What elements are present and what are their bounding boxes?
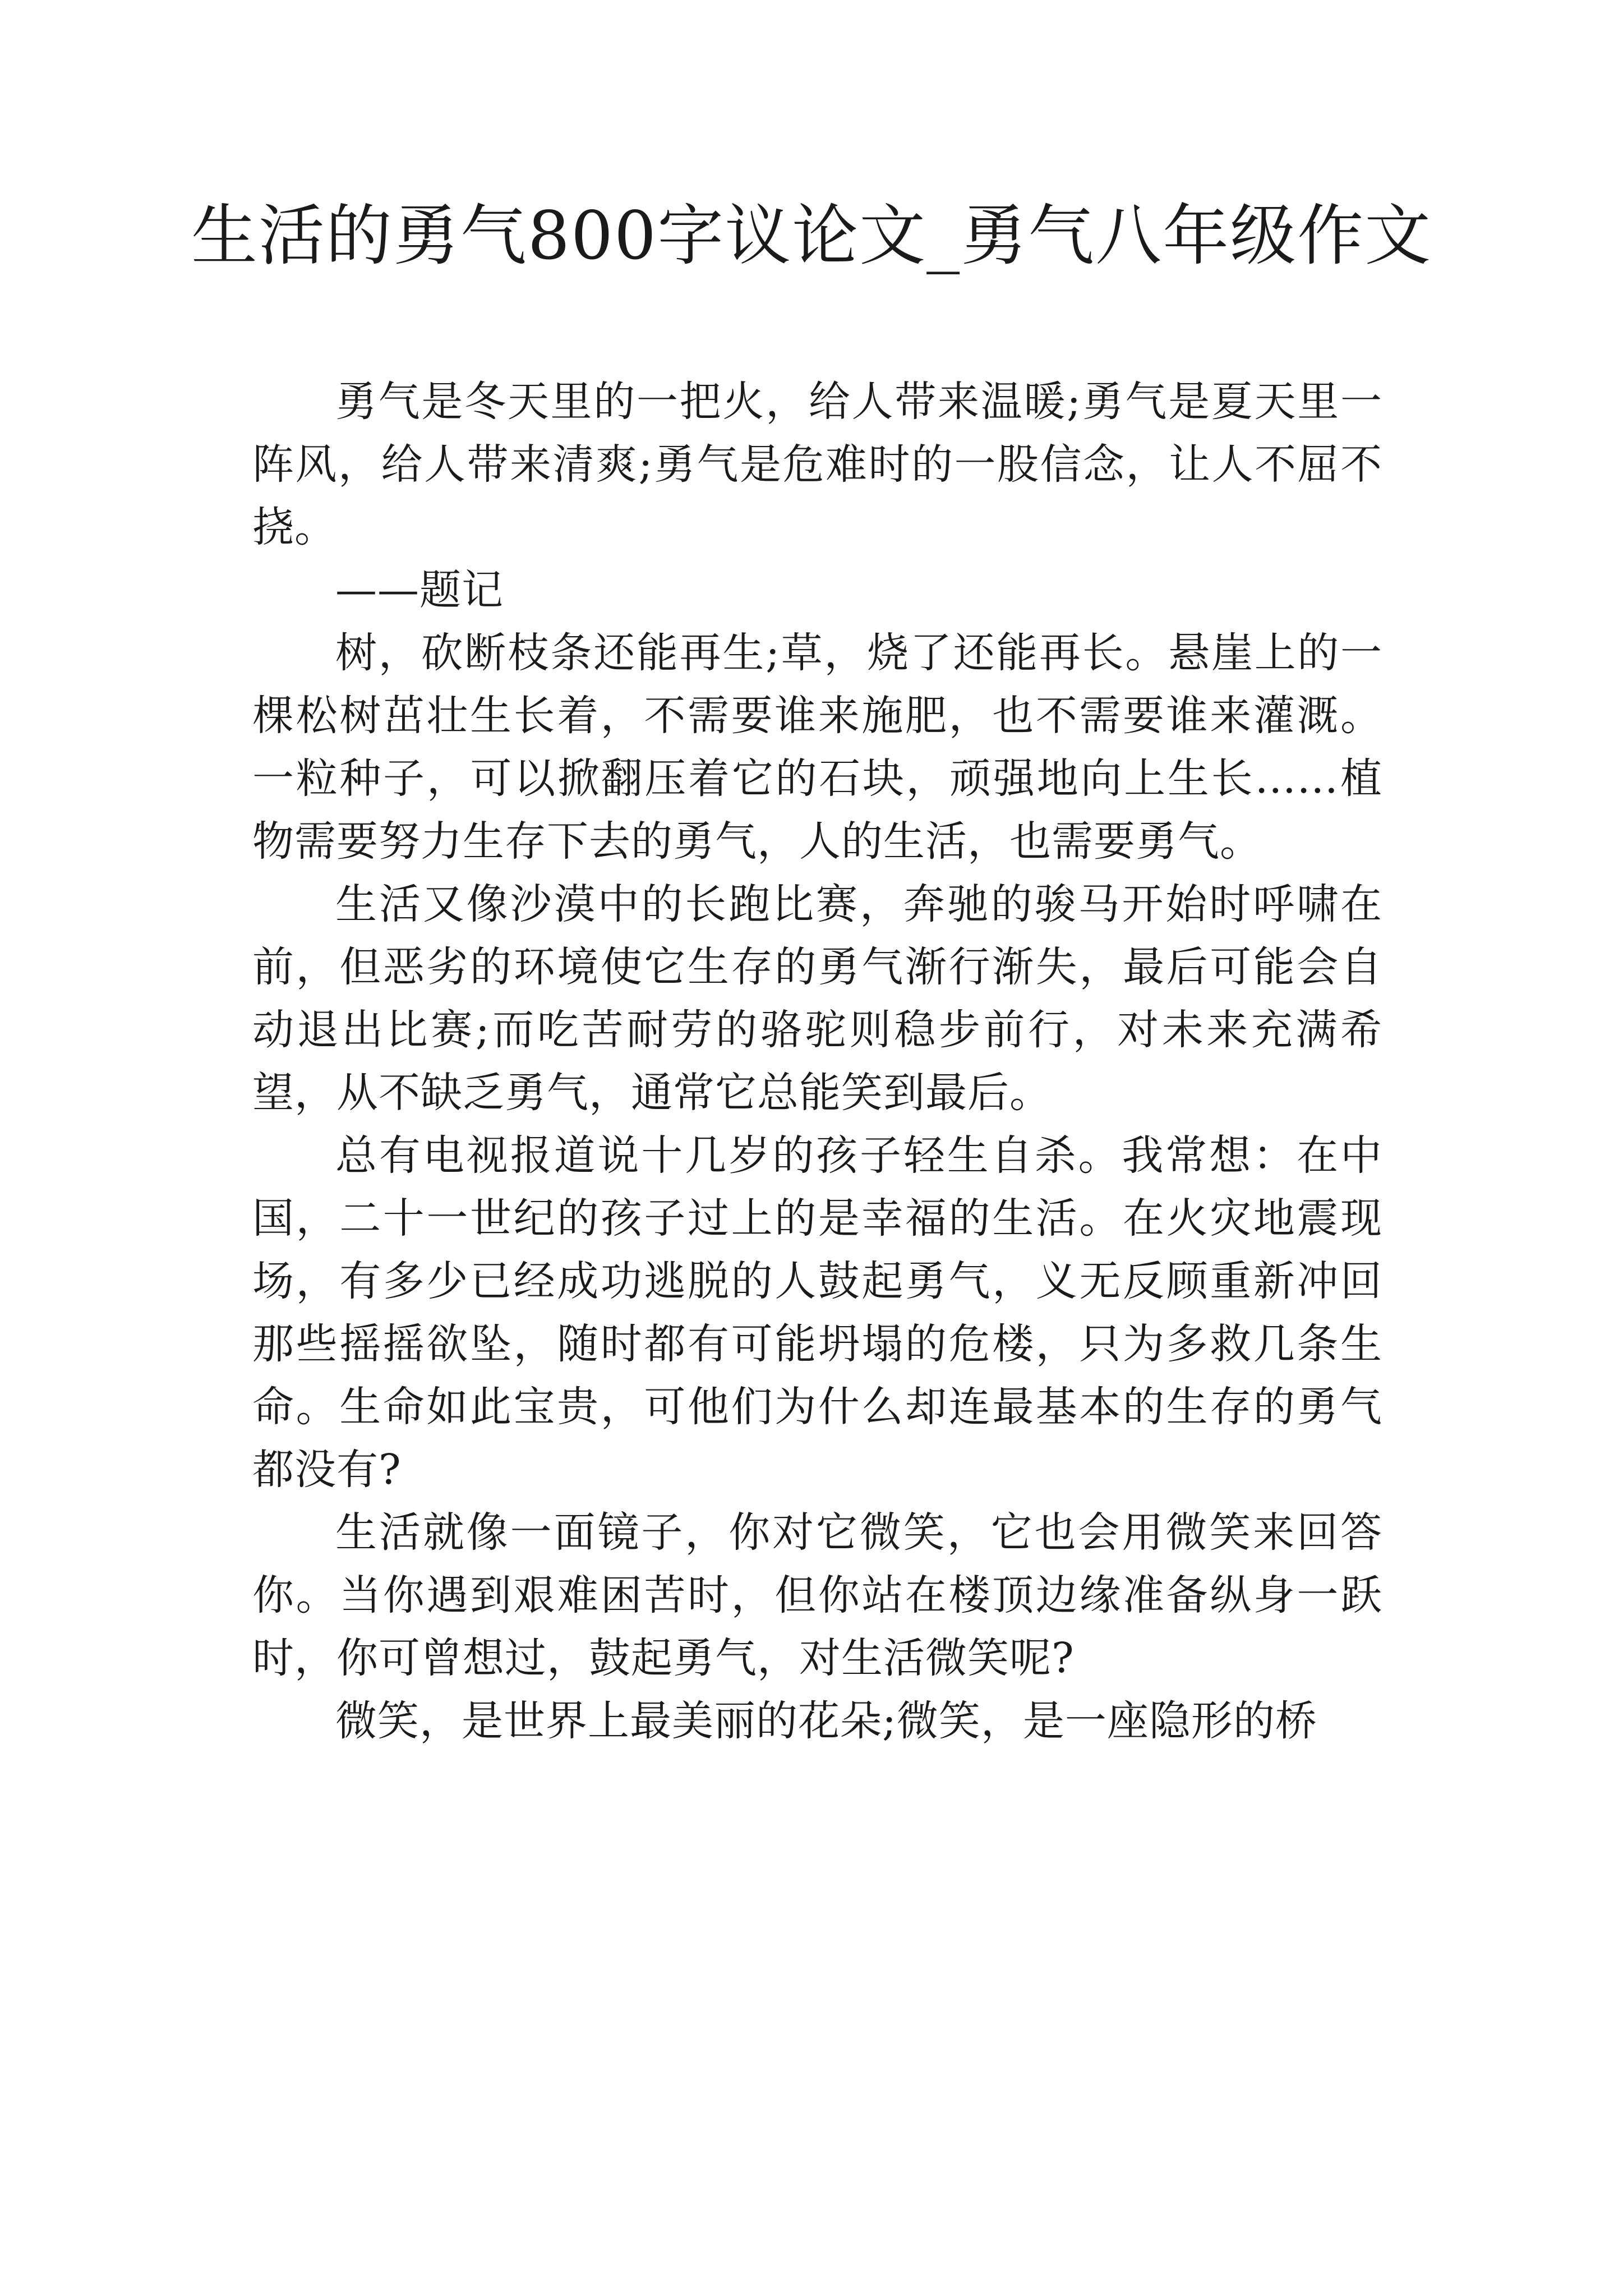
paragraph-news: 总有电视报道说十几岁的孩子轻生自杀。我常想：在中国，二十一世纪的孩子过上的是幸福的生活。在火灾地震现场，有多少已经成功逃脱的人鼓起勇气，义无反顾重新冲回那些摇摇欲坠，随时都有可能坍塌的危楼，只为多救几条生命。生命如此宝贵，可他们为什么却连最基本的生存的勇气都没有? [252, 1131, 1382, 1494]
paragraph-desert-race: 生活又像沙漠中的长跑比赛，奔驰的骏马开始时呼啸在前，但恶劣的环境使它生存的勇气渐行渐失，最后可能会自动退出比赛;而吃苦耐劳的骆驼则稳步前行，对未来充满希望，从不缺乏勇气，通常它总能笑到最后。 [252, 880, 1382, 1117]
paragraph-mirror: 生活就像一面镜子，你对它微笑，它也会用微笑来回答你。当你遇到艰难困苦时，但你站在楼顶边缘准备纵身一跃时，你可曾想过，鼓起勇气，对生活微笑呢? [252, 1508, 1382, 1682]
paragraph-inscription: ——题记 [335, 566, 504, 614]
paragraph-smile: 微笑，是世界上最美丽的花朵;微笑，是一座隐形的桥 [335, 1697, 1317, 1745]
paragraph-plants: 树，砍断枝条还能再生;草，烧了还能再长。悬崖上的一棵松树茁壮生长着，不需要谁来施肥，也不需要谁来灌溉。一粒种子，可以掀翻压着它的石块，顽强地向上生长……植物需要努力生存下去的勇气，人的生活，也需要勇气。 [252, 629, 1382, 866]
document-body [252, 370, 1382, 1752]
paragraph-intro: 勇气是冬天里的一把火，给人带来温暖;勇气是夏天里一阵风，给人带来清爽;勇气是危难时的一股信念，让人不屈不挠。 [252, 378, 1382, 551]
document-title: 生活的勇气800字议论文_勇气八年级作文 [191, 197, 1432, 274]
